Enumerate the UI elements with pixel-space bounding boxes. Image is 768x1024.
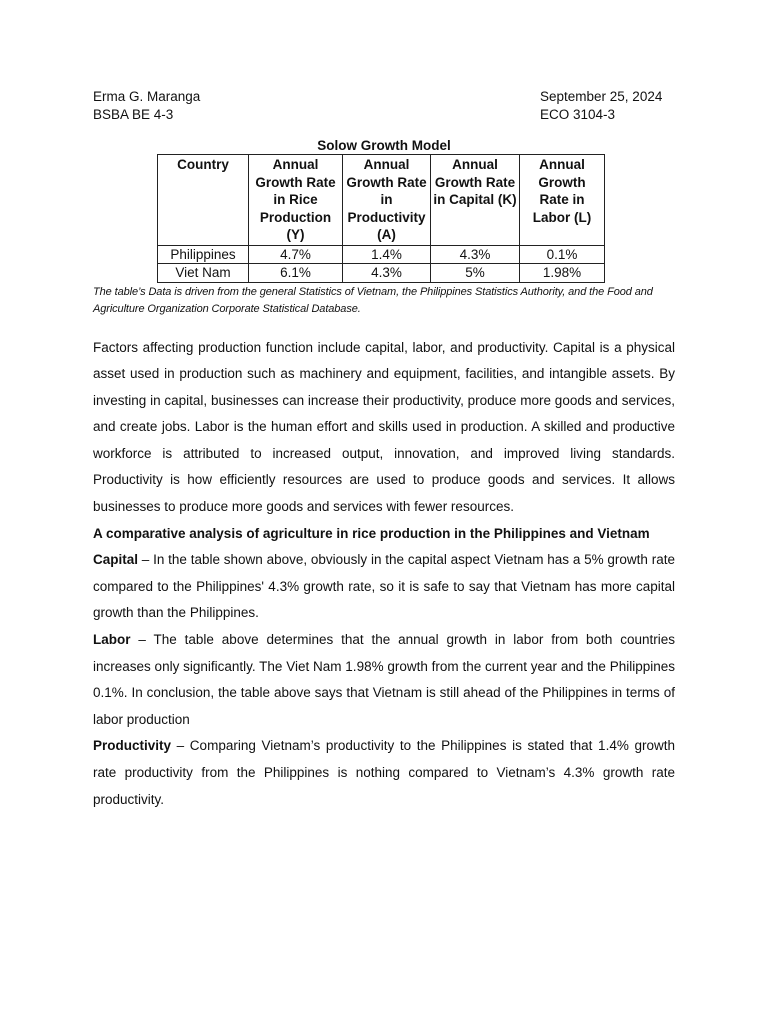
productivity-term: Productivity xyxy=(93,738,172,754)
header-productivity: Annual Growth Rate in Productivity (A) xyxy=(343,155,431,246)
header-country: Country xyxy=(158,155,249,246)
header-row-1 xyxy=(93,88,675,106)
table-cell: 0.1% xyxy=(520,245,605,264)
capital-term: Capital xyxy=(93,552,139,568)
labor-paragraph xyxy=(93,627,675,733)
table-row xyxy=(158,264,605,283)
productivity-text: – Comparing Vietnam’s productivity to the Philippines is stated that 1.4% growth rate productivity from the Philippines is nothing compared to Vietnam’s 4.3% growth rate productivity. xyxy=(93,738,675,807)
table-cell: Viet Nam xyxy=(158,264,249,283)
header-row-2 xyxy=(93,106,675,124)
table-title: Solow Growth Model xyxy=(317,138,451,153)
capital-text: – In the table shown above, obviously in the capital aspect Vietnam has a 5% growth rate compared to the Philippines' 4.3% growth rate, so it is safe to say that Vietnam has more capital growth than the Philippines. xyxy=(93,552,675,621)
table-cell: Philippines xyxy=(158,245,249,264)
table-header-row xyxy=(158,155,605,246)
course-code: ECO 3104-3 xyxy=(540,107,616,122)
header-labor: Annual Growth Rate in Labor (L) xyxy=(520,155,605,246)
table-cell: 4.3% xyxy=(343,264,431,283)
body-text xyxy=(93,335,675,814)
author-name: Erma G. Maranga xyxy=(93,89,201,104)
table-cell: 5% xyxy=(431,264,520,283)
table-row xyxy=(158,245,605,264)
document-page xyxy=(93,88,675,813)
solow-growth-table xyxy=(157,154,605,283)
table-cell: 1.4% xyxy=(343,245,431,264)
document-date: September 25, 2024 xyxy=(540,89,663,104)
capital-paragraph xyxy=(93,547,675,627)
intro-paragraph: Factors affecting production function include capital, labor, and productivity. Capital is a physical asset used in production such as machinery and equipment, facilities, and intangible assets. By investing in capital, businesses can increase their productivity, produce more goods and services, and create jobs. Labor is the human effort and skills used in production. A skilled and productive workforce is attributed to increased output, innovation, and improved living standards. Productivity is how efficiently resources are used to produce goods and services. It allows businesses to produce more goods and services with fewer resources. xyxy=(93,339,675,515)
labor-text: – The table above determines that the annual growth in labor from both countries increases only significantly. The Viet Nam 1.98% growth from the current year and the Philippines 0.1%. In conclusion, the table above says that Vietnam is still ahead of the Philippines in terms of labor production xyxy=(93,632,675,727)
analysis-subheading: A comparative analysis of agriculture in rice production in the Philippines and Vietnam xyxy=(93,525,650,541)
table-cell: 4.3% xyxy=(431,245,520,264)
table-cell: 4.7% xyxy=(249,245,343,264)
table-cell: 1.98% xyxy=(520,264,605,283)
labor-term: Labor xyxy=(93,632,131,648)
productivity-paragraph xyxy=(93,733,675,813)
header-rice-production: Annual Growth Rate in Rice Production (Y) xyxy=(249,155,343,246)
table-source-note: The table’s Data is driven from the general Statistics of Vietnam, the Philippines Statistics Authority, and the Food and Agriculture Organization Corporate Statistical Database. xyxy=(93,285,653,315)
table-cell: 6.1% xyxy=(249,264,343,283)
section-code: BSBA BE 4-3 xyxy=(93,107,174,122)
header-capital: Annual Growth Rate in Capital (K) xyxy=(431,155,520,246)
